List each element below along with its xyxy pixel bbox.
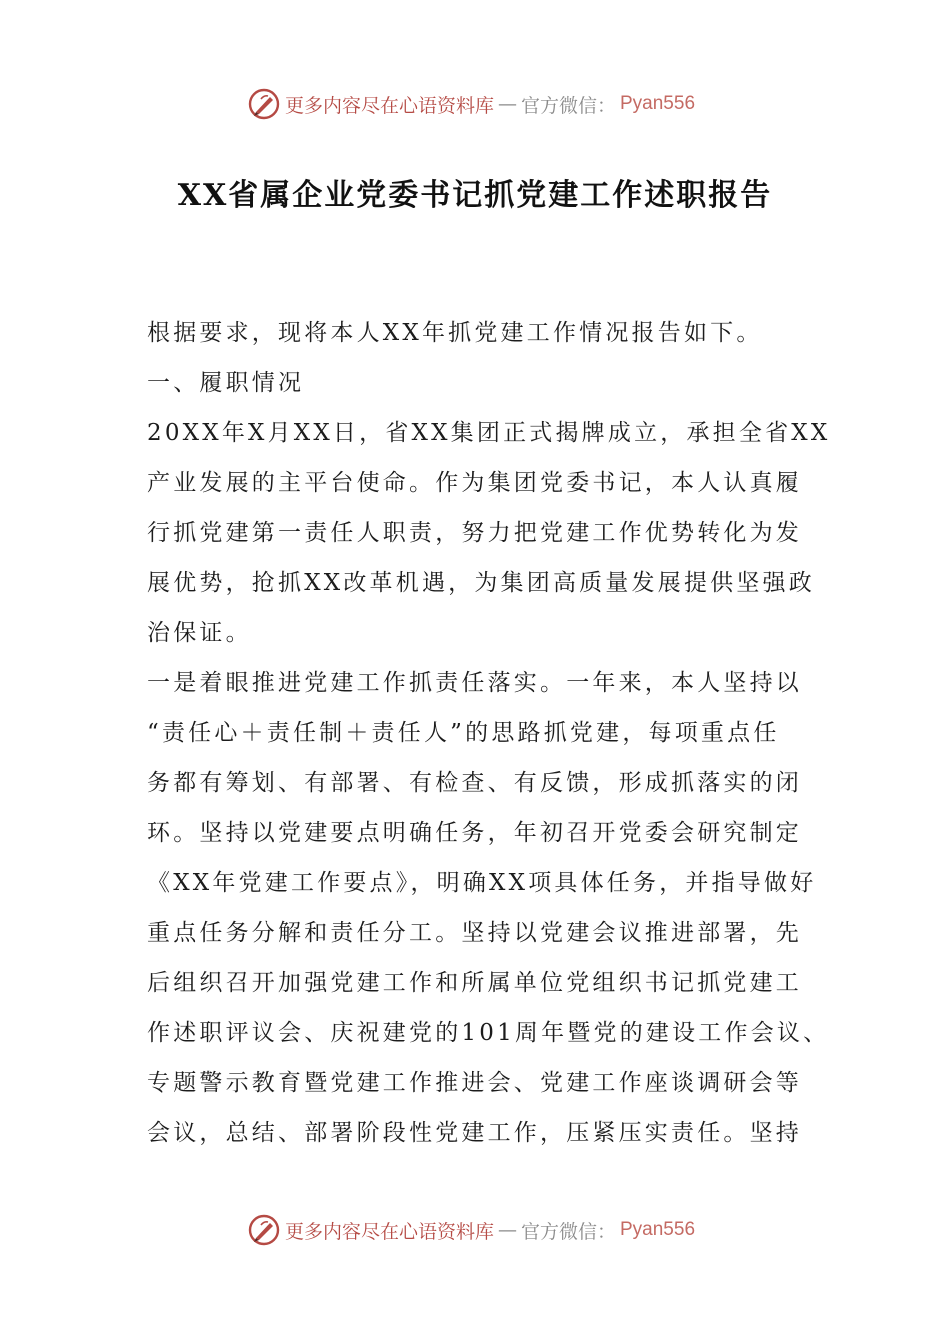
- banner-wechat-id: Pyan556: [620, 93, 696, 114]
- body-line: “责任心＋责任制＋责任人”的思路抓党建，每项重点任: [147, 720, 780, 746]
- footer-watermark-banner: [0, 1208, 950, 1252]
- document-title: XX省属企业党委书记抓党建工作述职报告: [177, 178, 773, 213]
- body-line: 一是着眼推进党建工作抓责任落实。一年来，本人坚持以: [147, 670, 802, 696]
- body-line: 治保证。: [147, 620, 252, 646]
- header-watermark-banner: [0, 82, 950, 126]
- body-line: 会议，总结、部署阶段性党建工作，压紧压实责任。坚持: [147, 1120, 802, 1146]
- body-line: 产业发展的主平台使命。作为集团党委书记，本人认真履: [147, 470, 802, 496]
- body-line: 重点任务分解和责任分工。坚持以党建会议推进部署，先: [147, 920, 802, 946]
- body-line: 根据要求，现将本人XX年抓党建工作情况报告如下。: [147, 320, 763, 346]
- body-line: 环。坚持以党建要点明确任务，年初召开党委会研究制定: [147, 820, 802, 846]
- banner-dash: —: [497, 93, 517, 115]
- body-line: 展优势，抢抓XX改革机遇，为集团高质量发展提供坚强政: [147, 570, 815, 596]
- body-line: 作述职评议会、庆祝建党的101周年暨党的建设工作会议、: [147, 1020, 830, 1046]
- banner-main-text: 更多内容尽在心语资料库: [284, 1220, 494, 1243]
- banner-sub-text: 官方微信：: [520, 1220, 616, 1243]
- body-line: 专题警示教育暨党建工作推进会、党建工作座谈调研会等: [147, 1070, 802, 1096]
- document-body: [147, 308, 831, 1158]
- body-line: 务都有筹划、有部署、有检查、有反馈，形成抓落实的闭: [147, 770, 802, 796]
- banner-sub-text: 官方微信：: [520, 94, 616, 117]
- body-line: 后组织召开加强党建工作和所属单位党组织书记抓党建工: [147, 970, 802, 996]
- pen-logo-icon: [247, 87, 281, 121]
- banner-dash: —: [497, 1219, 517, 1241]
- banner-wechat-id: Pyan556: [620, 1219, 696, 1240]
- body-line: 《XX年党建工作要点》，明确XX项具体任务，并指导做好: [147, 870, 817, 896]
- body-line: 行抓党建第一责任人职责，努力把党建工作优势转化为发: [147, 520, 802, 546]
- body-line: 一、履职情况: [147, 370, 305, 396]
- body-line: 20XX年X月XX日，省XX集团正式揭牌成立，承担全省XX: [147, 420, 831, 446]
- pen-logo-icon: [247, 1213, 281, 1247]
- banner-main-text: 更多内容尽在心语资料库: [284, 94, 494, 117]
